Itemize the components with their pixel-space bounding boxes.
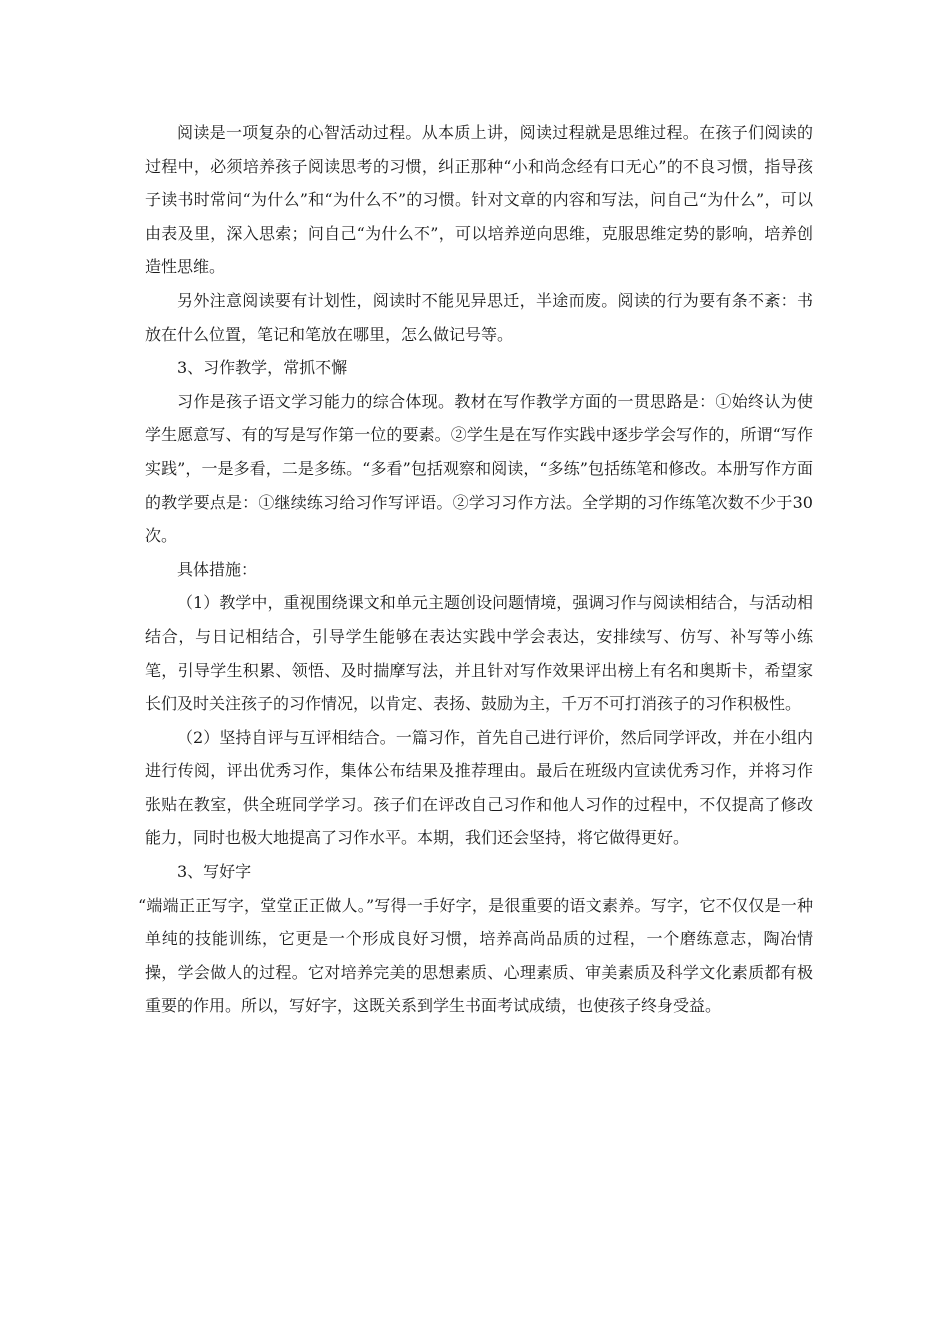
- document-body: [138, 116, 813, 1023]
- paragraph-measure-1: （1）教学中，重视围绕课文和单元主题创设问题情境，强调习作与阅读相结合，与活动相结合，与日记相结合，引导学生能够在表达实践中学会表达，安排续写、仿写、补写等小练笔，引导学生积累、领悟、及时揣摩写法，并且针对写作效果评出榜上有名和奥斯卡，希望家长们及时关注孩子的习作情况，以肯定、表扬、鼓励为主，千万不可打消孩子的习作积极性。: [145, 593, 813, 714]
- paragraph-reading-plan: 另外注意阅读要有计划性，阅读时不能见异思迁，半途而废。阅读的行为要有条不紊：书放在什么位置，笔记和笔放在哪里，怎么做记号等。: [145, 290, 813, 344]
- paragraph-measure-2: （2）坚持自评与互评相结合。一篇习作，首先自己进行评价，然后同学评改，并在小组内进行传阅，评出优秀习作，集体公布结果及推荐理由。最后在班级内宣读优秀习作，并将习作张贴在教室，供全班同学学习。孩子们在评改自己习作和他人习作的过程中，不仅提高了修改能力，同时也极大地提高了习作水平。本期，我们还会坚持，将它做得更好。: [145, 727, 813, 848]
- paragraph-handwriting: “端端正正写字，堂堂正正做人。”写得一手好字，是很重要的语文素养。写字，它不仅仅是一种单纯的技能训练，它更是一个形成良好习惯，培养高尚品质的过程，一个磨练意志，陶冶情操，学会做人的过程。它对培养完美的思想素质、心理素质、审美素质及科学文化素质都有极重要的作用。所以，写好字，这既关系到学生书面考试成绩，也使孩子终身受益。: [138, 895, 813, 1016]
- paragraph-writing-overview: 习作是孩子语文学习能力的综合体现。教材在写作教学方面的一贯思路是：①始终认为使学生愿意写、有的写是写作第一位的要素。②学生是在写作实践中逐步学会写作的，所谓“写作实践”，一是多看，二是多练。“多看”包括观察和阅读，“多练”包括练笔和修改。本册写作方面的教学要点是：①继续练习给习作写评语。②学习习作方法。全学期的习作练笔次数不少于30次。: [145, 391, 813, 546]
- section-heading-writing: 3、习作教学，常抓不懈: [177, 358, 348, 378]
- paragraph-reading-thinking: 阅读是一项复杂的心智活动过程。从本质上讲，阅读过程就是思维过程。在孩子们阅读的过程中，必须培养孩子阅读思考的习惯，纠正那种“小和尚念经有口无心”的不良习惯，指导孩子读书时常问“为什么”和“为什么不”的习惯。针对文章的内容和写法，问自己“为什么”，可以由表及里，深入思索；问自己“为什么不”，可以培养逆向思维，克服思维定势的影响，培养创造性思维。: [145, 123, 813, 277]
- paragraph-measures-label: 具体措施：: [177, 559, 258, 579]
- section-heading-handwriting: 3、写好字: [177, 862, 252, 882]
